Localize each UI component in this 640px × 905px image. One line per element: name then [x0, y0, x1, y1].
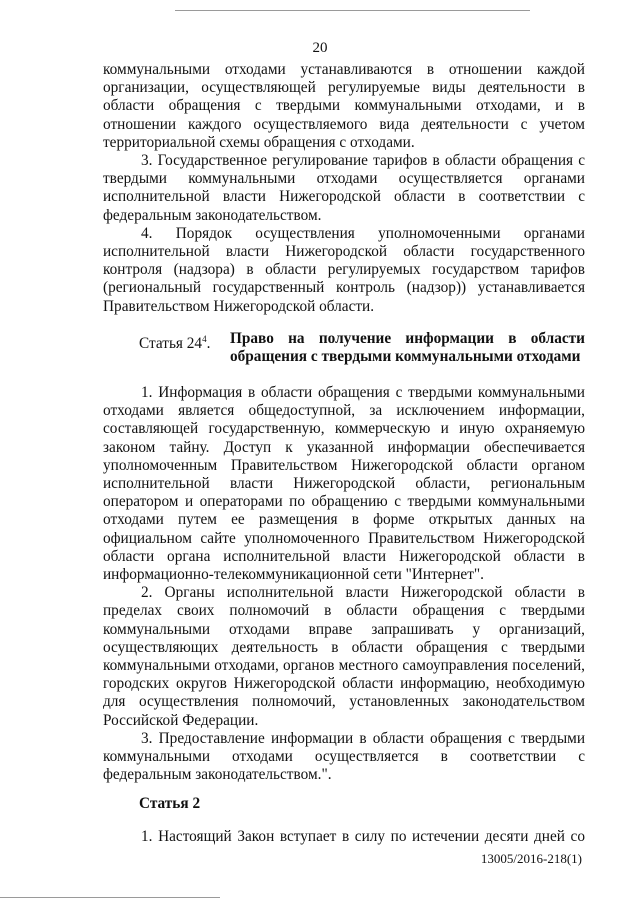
page-number: 20: [312, 40, 328, 56]
article-24-title-line-2: обращения с твердыми коммунальными отходами: [230, 348, 581, 365]
text-block-article-24: [103, 384, 585, 784]
scan-edge-bottom: [0, 897, 220, 898]
paragraph-info-2: 2. Органы исполнительной власти Нижегородской области в пределах своих полномочий в области обращения с твердыми коммунальными отходами вправе запрашивать у организаций, осуществляющих деятельность в области обращения с твердыми коммунальными отходами, органов местного самоуправления поселений, городских округов Нижегородской области информацию, необходимую для осуществления полномочий, установленных законодательством Российской Федерации.: [103, 584, 585, 729]
article-2-heading: Статья 2: [139, 795, 201, 812]
paragraph-info-1: 1. Информация в области обращения с твердыми коммунальными отходами является общедоступной, за исключением информации, составляющей государственную, коммерческую и иную охраняемую законом тайну. Доступ к указанной информации обеспечивается уполномоченным Правительством Нижегородской области органом исполнительной власти Нижегородской области, региональным оператором и операторами по обращению с твердыми коммунальными отходами путем ее размещения в форме открытых данных на официальном сайте уполномоченного Правительством Нижегородской области органа исполнительной власти Нижегородской области в информационно-телекоммуникационной сети "Интернет".: [103, 384, 585, 584]
paragraph-continuation: коммунальными отходами устанавливаются в отношении каждой организации, осуществляющей регулируемые виды деятельности в области обращения с твердыми коммунальными отходами, и в отношении каждого осуществляемого вида деятельности с учетом территориальной схемы обращения с отходами.: [103, 61, 585, 151]
paragraph-info-3: 3. Предоставление информации в области обращения с твердыми коммунальными отходами осуществляется в соответствии с федеральным законодательством.".: [103, 729, 585, 784]
document-code: 13005/2016-218(1): [480, 851, 582, 866]
article-24-title-line-1: Право на получение информации в области: [230, 330, 585, 347]
paragraph-enactment: 1. Настоящий Закон вступает в силу по истечении десяти дней со: [141, 828, 585, 845]
paragraph-4: 4. Порядок осуществления уполномоченными органами исполнительной власти Нижегородской области государственного контроля (надзора) в области регулируемых государством тарифов (региональный государственный контроль (надзор)) устанавливается Правительством Нижегородской области.: [103, 224, 585, 315]
article-24-label: Статья $24^4$.: [139, 334, 211, 353]
scan-edge-top: [175, 10, 530, 11]
text-block-article-2: [103, 828, 585, 846]
paragraph-3: 3. Государственное регулирование тарифов в области обращения с твердыми коммунальными отходами осуществляется органами исполнительной власти Нижегородской области в соответствии с федеральным законодательством.: [103, 152, 585, 224]
text-block-top: [103, 61, 585, 316]
